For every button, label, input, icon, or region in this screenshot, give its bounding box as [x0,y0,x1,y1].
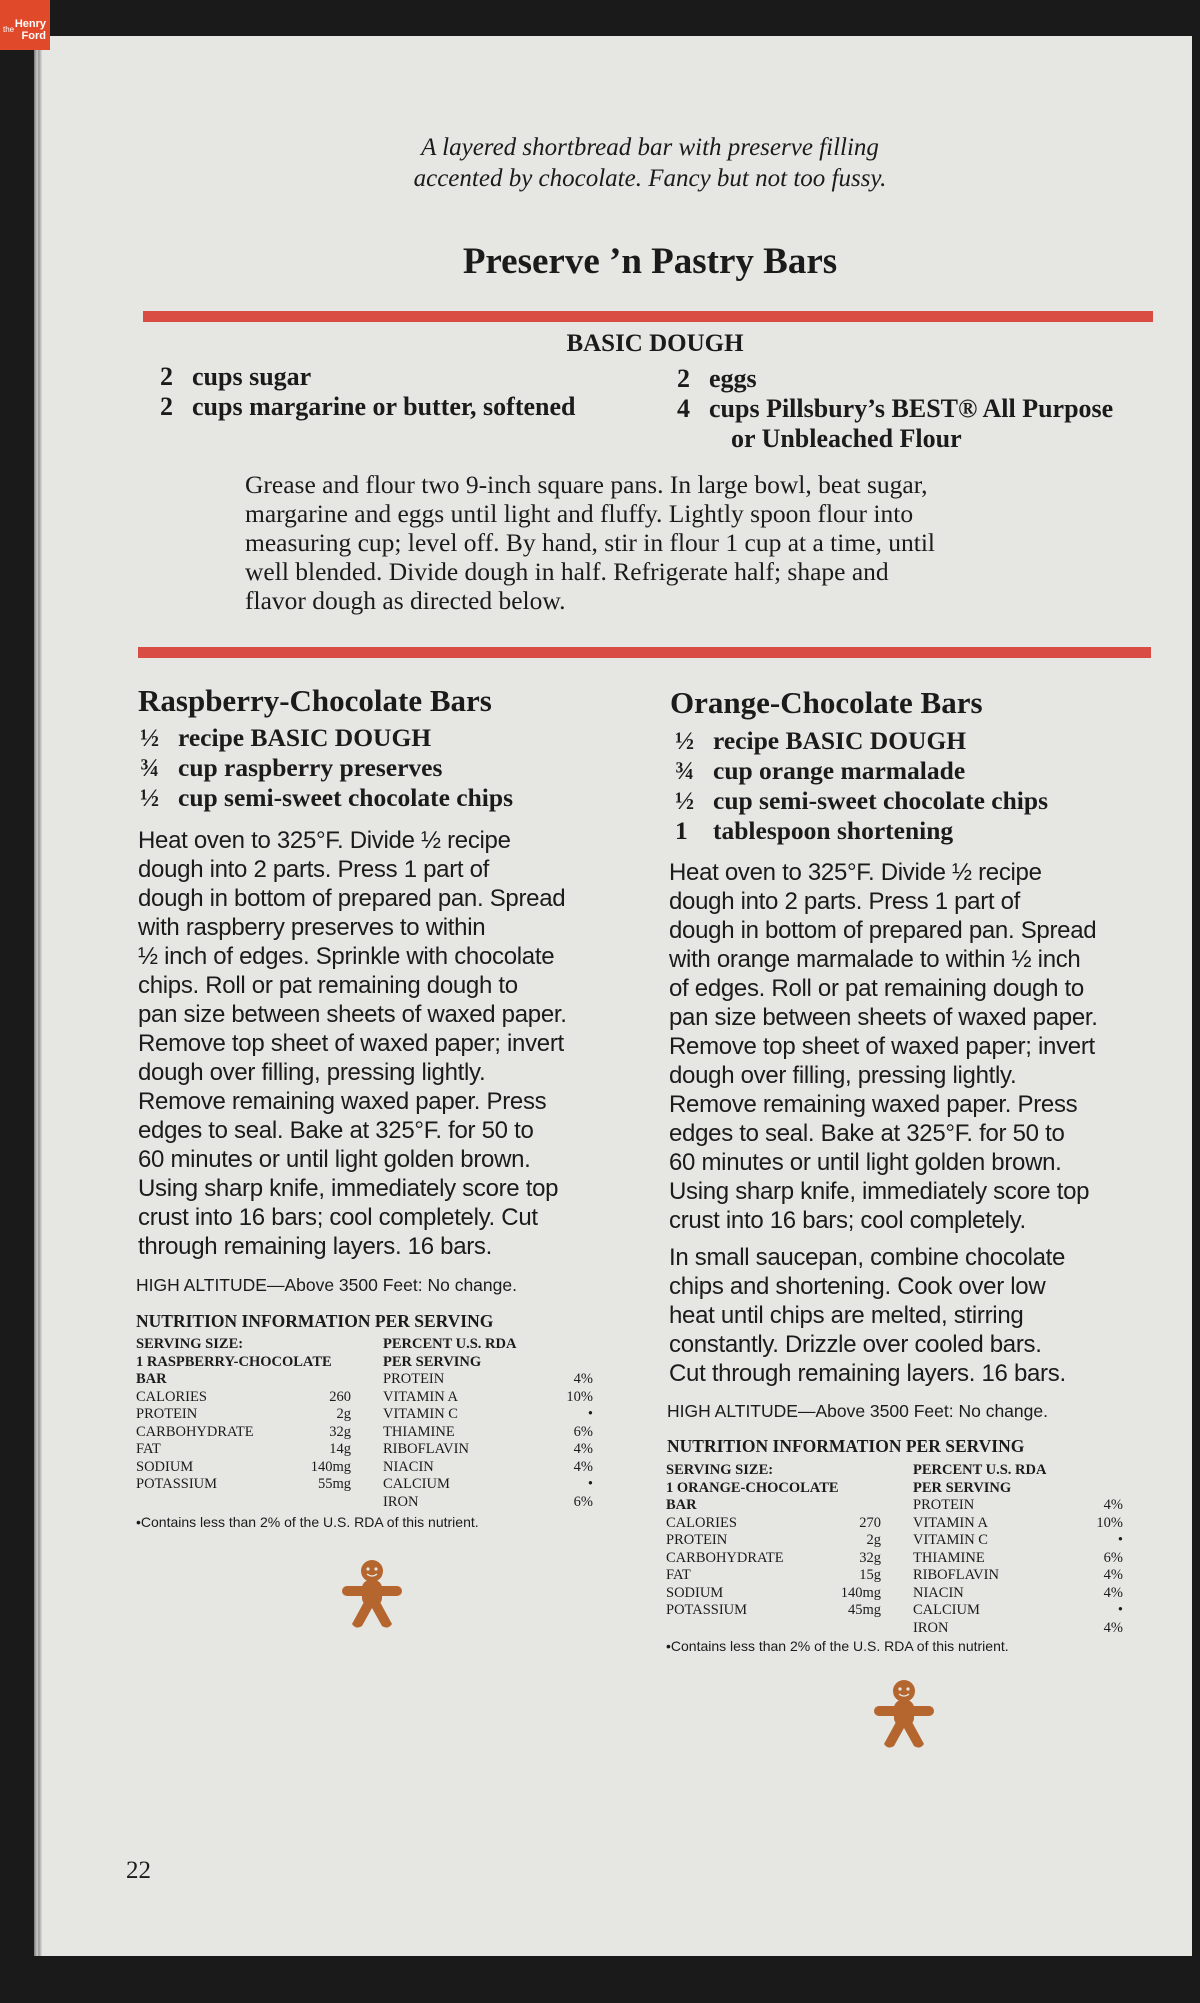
orange-nutrition-table: SERVING SIZE: 1 ORANGE-CHOCOLATE BAR CALORIES 270 PROTEIN 2g CARBOHYDRATE 32g FAT 15g SODIUM 140mg POTASSIUM 45mg PERCENT U.S. RDA PER SERVING PROTEIN 4% VITAMIN A 10% VITAMIN C • THIAMINE 6% RIBOFLAVIN 4% NIACIN 4% CALCIUM • IRON 4% [666,1462,1123,1636]
rda-row: CALCIUM • [383,1476,593,1492]
raspberry-nutrition-table: SERVING SIZE: 1 RASPBERRY-CHOCOLATE BAR CALORIES 260 PROTEIN 2g CARBOHYDRATE 32g FAT 14g SODIUM 140mg POTASSIUM 55mg PERCENT U.S. RDA PER SERVING PROTEIN 4% VITAMIN A 10% VITAMIN C • THIAMINE 6% RIBOFLAVIN 4% NIACIN 4% CALCIUM • IRON 6% [136,1336,593,1510]
rda-row: NIACIN 4% [913,1584,1123,1601]
nutrient-row: CARBOHYDRATE 32g [666,1549,881,1566]
nutrient-row: CALORIES 270 [666,1514,881,1531]
orange-nutrition-heading: NUTRITION INFORMATION PER SERVING [667,1436,1025,1456]
ingredient: 2 cups margarine or butter, softened [160,392,576,421]
nutrient-row: CARBOHYDRATE 32g [136,1423,351,1440]
ingredient: 2 eggs [677,364,757,393]
divider-rule [143,311,1153,322]
orange-rda-note: •Contains less than 2% of the U.S. RDA of this nutrient. [666,1638,1009,1654]
page-number: 22 [126,1857,151,1884]
rda-row: IRON 6% [383,1493,593,1510]
rda-row: VITAMIN C • [913,1532,1123,1548]
page-title: Preserve ’n Pastry Bars [462,241,838,282]
ingredient: ½ recipe BASIC DOUGH [675,726,967,755]
nutrient-row: SODIUM 140mg [666,1584,881,1601]
raspberry-directions: Heat oven to 325°F. Divide ½ recipe dough into 2 parts. Press 1 part of dough in bottom of prepared pan. Spread with raspberry preserves to within ½ inch of edges. Sprinkle with chocolate chips. Roll or pat remaining dough to pan size between sheets of waxed paper. Remove top sheet of waxed paper; invert dough over filling, pressing lightly. Remove remaining waxed paper. Press edges to seal. Bake at 325°F. for 50 to 60 minutes or until light golden brown. Using sharp knife, immediately score top crust into 16 bars; cool completely. Cut through remaining layers. 16 bars. [138,827,567,1260]
orange-altitude: HIGH ALTITUDE—Above 3500 Feet: No change. [667,1401,1048,1421]
raspberry-nutrition-heading: NUTRITION INFORMATION PER SERVING [136,1311,494,1331]
ingredient: ½ cup semi-sweet chocolate chips [140,783,513,812]
rda-row: NIACIN 4% [383,1458,593,1475]
gingerbread-man-icon [872,1678,936,1750]
ingredient: 2 cups sugar [160,362,312,391]
orange-directions: Heat oven to 325°F. Divide ½ recipe dough into 2 parts. Press 1 part of dough in bottom of prepared pan. Spread with orange marmalade to within ½ inch of edges. Roll or pat remaining dough to pan size between sheets of waxed paper. Remove top sheet of waxed paper; invert dough over filling, pressing lightly. Remove remaining waxed paper. Press edges to seal. Bake at 325°F. for 50 to 60 minutes or until light golden brown. Using sharp knife, immediately score top crust into 16 bars; cool completely. In small saucepan, combine chocolate chips and shortening. Cook over low heat until chips are melted, stirring constantly. Drizzle over cooled bars. Cut through remaining layers. 16 bars. [669,859,1098,1387]
basic-directions: Grease and flour two 9-inch square pans. In large bowl, beat sugar, margarine and eggs until light and fluffy. Lightly spoon flour into measuring cup; level off. By hand, stir in flour 1 cup at a time, until well blended. Divide dough in half. Refrigerate half; shape and flavor dough as directed below. [245,470,936,615]
book-spine-edge [34,36,42,1956]
rda-row: PROTEIN 4% [383,1371,593,1387]
ingredient: ¾ cup raspberry preserves [140,753,443,782]
intro-text: A layered shortbread bar with preserve filling accented by chocolate. Fancy but not too fussy. [413,134,887,192]
rda-row: RIBOFLAVIN 4% [383,1441,593,1457]
raspberry-title: Raspberry-Chocolate Bars [138,683,492,718]
orange-ingredients [675,726,1048,846]
rda-row: THIAMINE 6% [913,1549,1123,1566]
nutrient-row: PROTEIN 2g [666,1532,881,1548]
basic-dough-heading: BASIC DOUGH [566,330,744,357]
raspberry-rda-note: •Contains less than 2% of the U.S. RDA of this nutrient. [136,1514,479,1530]
rda-row: IRON 4% [913,1619,1123,1636]
ingredient: ½ recipe BASIC DOUGH [140,723,432,752]
nutrient-row: FAT 14g [136,1441,351,1457]
ingredient: 4 cups Pillsbury’s BEST® All Purpose [677,394,1114,423]
ingredient-continuation: or Unbleached Flour [731,424,962,453]
orange-title: Orange-Chocolate Bars [670,685,983,720]
nutrient-row: SODIUM 140mg [136,1458,351,1475]
rda-row: VITAMIN C • [383,1406,593,1422]
gingerbread-man-icon [340,1558,404,1630]
rda-row: VITAMIN A 10% [913,1514,1123,1531]
rda-row: THIAMINE 6% [383,1423,593,1440]
ingredient: ½ cup semi-sweet chocolate chips [675,786,1048,815]
divider-rule [138,647,1151,658]
nutrient-row: PROTEIN 2g [136,1406,351,1422]
ingredient: ¾ cup orange marmalade [675,756,966,785]
basic-ingredients-left [160,362,575,422]
rda-row: PROTEIN 4% [913,1497,1123,1513]
nutrient-row: CALORIES 260 [136,1388,351,1405]
henry-ford-logo: the Henry Ford [0,0,50,50]
ingredient: 1 tablespoon shortening [675,816,954,845]
nutrient-row: POTASSIUM 45mg [666,1602,881,1618]
rda-row: VITAMIN A 10% [383,1388,593,1405]
raspberry-ingredients [140,723,513,813]
rda-row: RIBOFLAVIN 4% [913,1567,1123,1583]
raspberry-altitude: HIGH ALTITUDE—Above 3500 Feet: No change. [136,1275,517,1295]
rda-row: CALCIUM • [913,1602,1123,1618]
nutrient-row: FAT 15g [666,1567,881,1583]
basic-ingredients-right [677,364,1113,454]
nutrient-row: POTASSIUM 55mg [136,1476,351,1492]
